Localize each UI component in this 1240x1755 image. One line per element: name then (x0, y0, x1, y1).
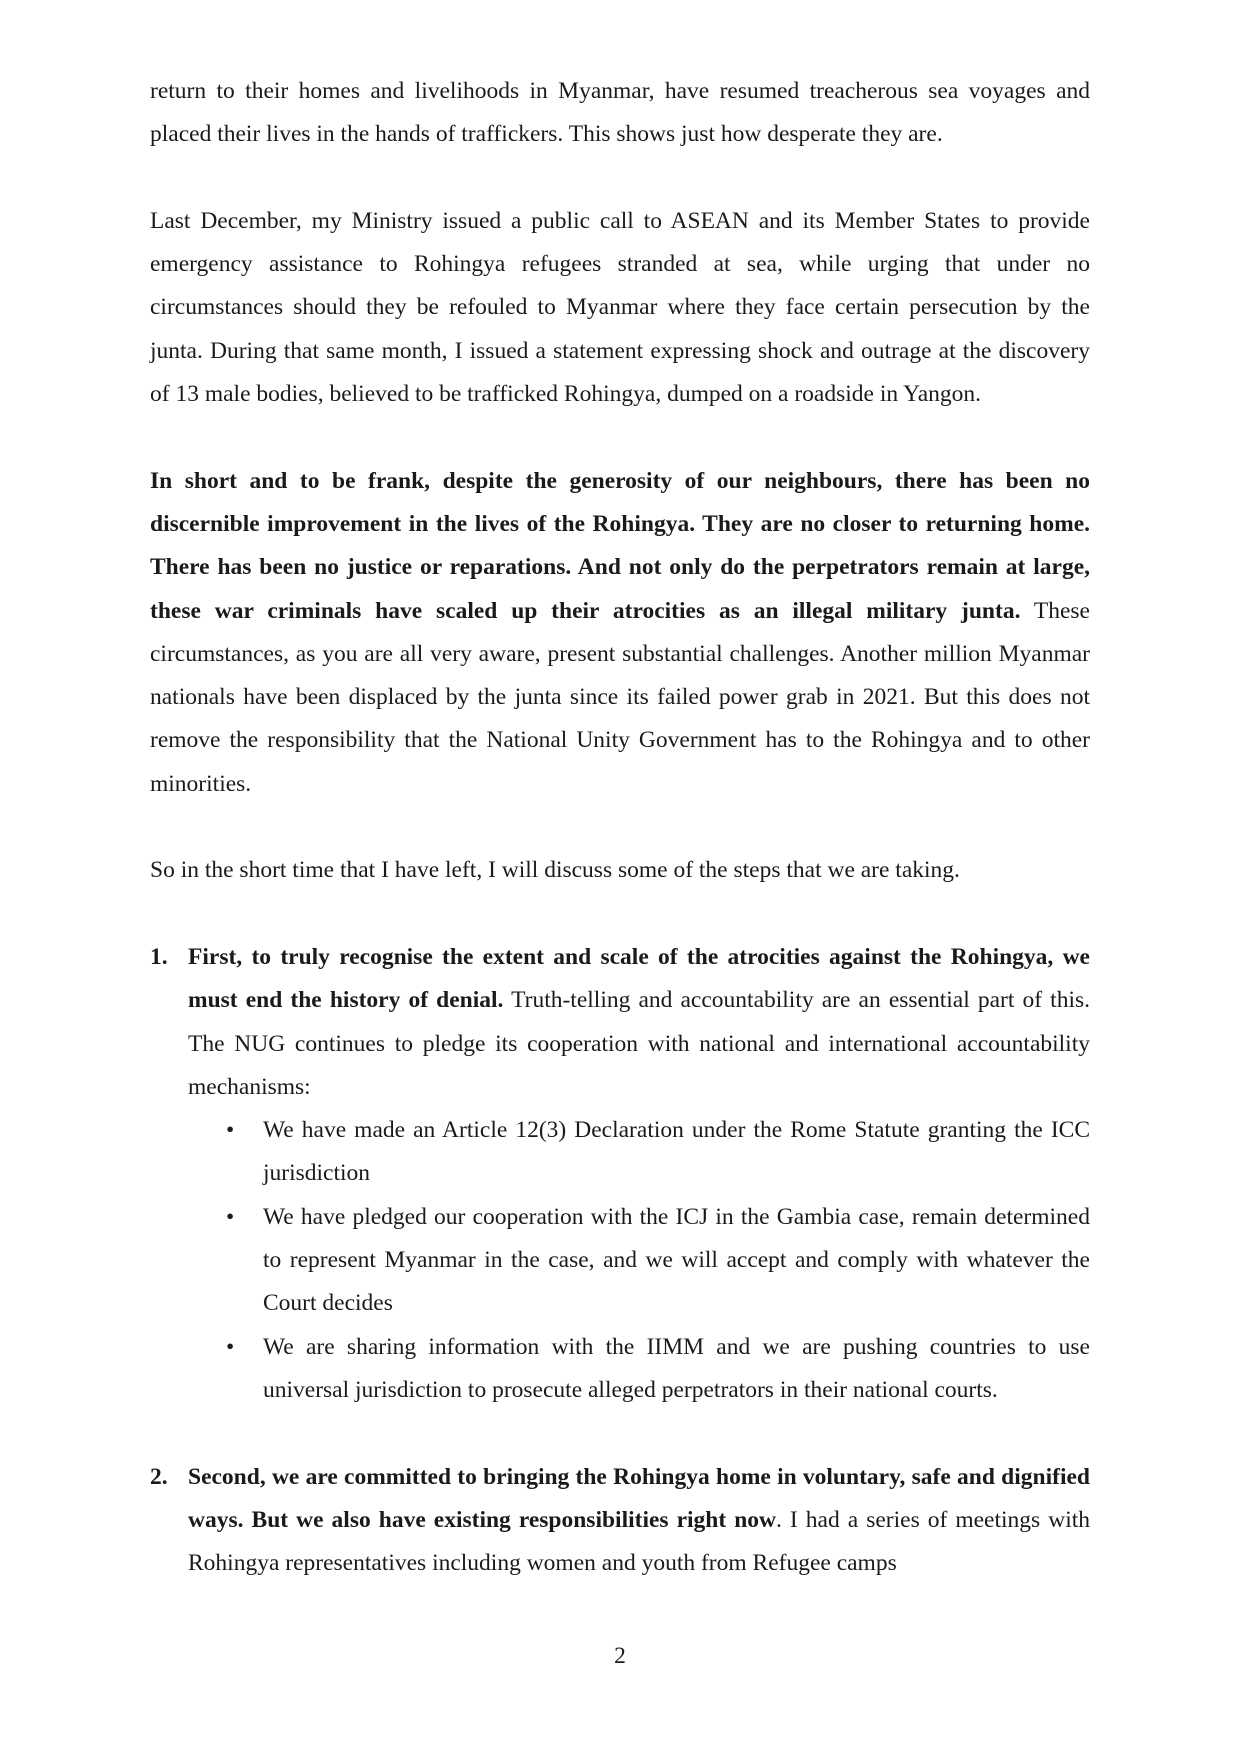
bullet-text: We have pledged our cooperation with the ICJ in the Gambia case, remain determined to represent Myanmar in the case, and we will accept and comply with whatever the Court decides (263, 1203, 1090, 1317)
step-2-regular: . I had a series of meetings with Rohingya representatives including women and youth from Refugee camps (188, 1506, 1091, 1577)
paragraph-4: So in the short time that I have left, I will discuss some of the steps that we are taking. (150, 857, 960, 884)
bullet-text: We are sharing information with the IIMM and we are pushing countries to use universal jurisdiction to prosecute alleged perpetrators in their national courts. (263, 1333, 1090, 1403)
step-item-1 (150, 936, 1090, 1412)
step-item-2 (150, 1456, 1090, 1586)
step-1-bold: First, to truly recognise the extent and scale of the atrocities against the Rohingya, we must end the history of denial. (188, 943, 1090, 1014)
paragraph-2: Last December, my Ministry issued a public call to ASEAN and its Member States to provide emergency assistance to Rohingya refugees stranded at sea, while urging that under no circumstances should they be refouled to Myanmar where they face certain persecution by the junta. During that same month, I issued a statement expressing shock and outrage at the discovery of 13 male bodies, believed to be trafficked Rohingya, dumped on a roadside in Yangon. (150, 207, 1090, 408)
accountability-bullets (188, 1109, 1090, 1412)
paragraph-1: return to their homes and livelihoods in Myanmar, have resumed treacherous sea voyages and placed their lives in the hands of traffickers. This shows just how desperate they are. (150, 78, 1090, 148)
page-number: 2 (614, 1643, 626, 1669)
bullet-item (188, 1326, 1090, 1413)
bullet-text: We have made an Article 12(3) Declaration under the Rome Statute granting the ICC jurisdiction (263, 1117, 1090, 1187)
bullet-icon: • (226, 1203, 235, 1230)
steps-list (150, 936, 1090, 1585)
bullet-icon: • (226, 1117, 235, 1144)
step-2-bold: Second, we are committed to bringing the Rohingya home in voluntary, safe and dignified ways. But we also have existing responsibilities right now (188, 1463, 1090, 1533)
paragraph-3-bold: In short and to be frank, despite the generosity of our neighbours, there has been no discernible improvement in the lives of the Rohingya. They are no closer to returning home. There has been no justice or reparations. And not only do the perpetrators remain at large, these war criminals have scaled up their atrocities as an illegal military junta. (150, 467, 1090, 624)
bullet-item (188, 1196, 1090, 1326)
step-number: 2. (150, 1463, 168, 1490)
step-number: 1. (150, 943, 168, 970)
paragraph-3 (150, 460, 1090, 806)
bullet-item (188, 1109, 1090, 1196)
bullet-icon: • (226, 1333, 235, 1360)
paragraph-3-regular: These circumstances, as you are all very aware, present substantial challenges. Another million Myanmar nationals have been displaced by the junta since its failed power grab in 2021. But this does not remove the responsibility that the National Unity Government has to the Rohingya and to other minorities. (150, 597, 1090, 797)
document-page (150, 70, 1090, 1585)
step-1-regular: Truth-telling and accountability are an essential part of this. The NUG continues to pledge its cooperation with national and international accountability mechanisms: (188, 987, 1091, 1100)
